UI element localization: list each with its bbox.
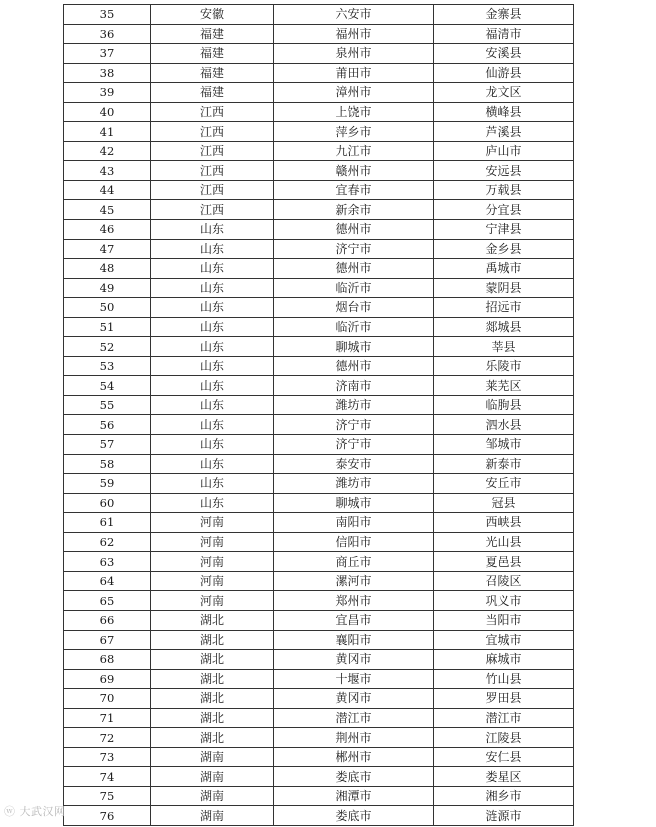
row-number-cell: 63 (64, 552, 151, 572)
table-row (64, 728, 574, 748)
province-cell: 湖南 (151, 786, 274, 806)
county-cell: 湘乡市 (434, 786, 574, 806)
table-row (64, 278, 574, 298)
row-number-cell: 75 (64, 786, 151, 806)
city-cell: 临沂市 (274, 317, 434, 337)
county-cell: 福清市 (434, 24, 574, 44)
row-number-cell: 43 (64, 161, 151, 181)
province-cell: 湖南 (151, 806, 274, 826)
table-row (64, 239, 574, 259)
county-cell: 罗田县 (434, 689, 574, 709)
row-number-cell: 71 (64, 708, 151, 728)
city-cell: 九江市 (274, 141, 434, 161)
province-cell: 山东 (151, 337, 274, 357)
city-cell: 莆田市 (274, 63, 434, 83)
county-cell: 召陵区 (434, 571, 574, 591)
county-cell: 蒙阴县 (434, 278, 574, 298)
row-number-cell: 42 (64, 141, 151, 161)
city-cell: 萍乡市 (274, 122, 434, 142)
table-row (64, 610, 574, 630)
city-cell: 六安市 (274, 5, 434, 25)
province-cell: 福建 (151, 24, 274, 44)
county-cell: 泗水县 (434, 415, 574, 435)
city-cell: 聊城市 (274, 493, 434, 513)
province-cell: 湖北 (151, 728, 274, 748)
county-cell: 麻城市 (434, 650, 574, 670)
table-row (64, 591, 574, 611)
city-cell: 湘潭市 (274, 786, 434, 806)
row-number-cell: 54 (64, 376, 151, 396)
province-cell: 山东 (151, 298, 274, 318)
row-number-cell: 45 (64, 200, 151, 220)
city-cell: 漳州市 (274, 83, 434, 103)
city-cell: 十堰市 (274, 669, 434, 689)
row-number-cell: 68 (64, 650, 151, 670)
county-cell: 冠县 (434, 493, 574, 513)
province-cell: 福建 (151, 44, 274, 64)
city-cell: 泰安市 (274, 454, 434, 474)
province-cell: 湖北 (151, 610, 274, 630)
row-number-cell: 35 (64, 5, 151, 25)
province-cell: 江西 (151, 161, 274, 181)
row-number-cell: 66 (64, 610, 151, 630)
row-number-cell: 37 (64, 44, 151, 64)
county-cell: 庐山市 (434, 141, 574, 161)
county-list-table (63, 4, 574, 826)
city-cell: 聊城市 (274, 337, 434, 357)
table-row (64, 474, 574, 494)
county-cell: 仙游县 (434, 63, 574, 83)
city-cell: 黄冈市 (274, 689, 434, 709)
county-cell: 娄星区 (434, 767, 574, 787)
county-cell: 乐陵市 (434, 356, 574, 376)
province-cell: 山东 (151, 395, 274, 415)
row-number-cell: 40 (64, 102, 151, 122)
watermark (4, 803, 66, 819)
row-number-cell: 48 (64, 259, 151, 279)
county-cell: 临朐县 (434, 395, 574, 415)
county-cell: 万载县 (434, 180, 574, 200)
row-number-cell: 38 (64, 63, 151, 83)
province-cell: 江西 (151, 200, 274, 220)
row-number-cell: 67 (64, 630, 151, 650)
row-number-cell: 44 (64, 180, 151, 200)
row-number-cell: 60 (64, 493, 151, 513)
city-cell: 宜春市 (274, 180, 434, 200)
province-cell: 福建 (151, 63, 274, 83)
table-row (64, 102, 574, 122)
row-number-cell: 52 (64, 337, 151, 357)
province-cell: 山东 (151, 259, 274, 279)
county-cell: 禹城市 (434, 259, 574, 279)
watermark-text: 大武汉网 (19, 805, 66, 818)
county-cell: 安仁县 (434, 747, 574, 767)
province-cell: 河南 (151, 591, 274, 611)
table-row (64, 220, 574, 240)
city-cell: 德州市 (274, 259, 434, 279)
city-cell: 赣州市 (274, 161, 434, 181)
table-row (64, 83, 574, 103)
row-number-cell: 59 (64, 474, 151, 494)
row-number-cell: 36 (64, 24, 151, 44)
city-cell: 德州市 (274, 220, 434, 240)
table-row (64, 571, 574, 591)
table-row (64, 317, 574, 337)
province-cell: 江西 (151, 180, 274, 200)
county-cell: 安溪县 (434, 44, 574, 64)
row-number-cell: 72 (64, 728, 151, 748)
province-cell: 福建 (151, 83, 274, 103)
row-number-cell: 50 (64, 298, 151, 318)
county-cell: 分宜县 (434, 200, 574, 220)
province-cell: 湖北 (151, 669, 274, 689)
province-cell: 江西 (151, 141, 274, 161)
city-cell: 潍坊市 (274, 474, 434, 494)
row-number-cell: 49 (64, 278, 151, 298)
province-cell: 湖北 (151, 689, 274, 709)
city-cell: 临沂市 (274, 278, 434, 298)
row-number-cell: 41 (64, 122, 151, 142)
row-number-cell: 56 (64, 415, 151, 435)
row-number-cell: 57 (64, 435, 151, 455)
table-row (64, 44, 574, 64)
row-number-cell: 70 (64, 689, 151, 709)
city-cell: 新余市 (274, 200, 434, 220)
city-cell: 济宁市 (274, 239, 434, 259)
province-cell: 山东 (151, 239, 274, 259)
city-cell: 娄底市 (274, 767, 434, 787)
city-cell: 娄底市 (274, 806, 434, 826)
county-cell: 竹山县 (434, 669, 574, 689)
province-cell: 河南 (151, 513, 274, 533)
county-cell: 莱芜区 (434, 376, 574, 396)
table-row (64, 376, 574, 396)
county-cell: 西峡县 (434, 513, 574, 533)
county-cell: 邹城市 (434, 435, 574, 455)
row-number-cell: 46 (64, 220, 151, 240)
table-row (64, 689, 574, 709)
province-cell: 山东 (151, 376, 274, 396)
province-cell: 湖北 (151, 630, 274, 650)
county-cell: 巩义市 (434, 591, 574, 611)
city-cell: 郑州市 (274, 591, 434, 611)
province-cell: 湖南 (151, 747, 274, 767)
county-cell: 芦溪县 (434, 122, 574, 142)
table-row (64, 356, 574, 376)
county-cell: 涟源市 (434, 806, 574, 826)
table-row (64, 141, 574, 161)
row-number-cell: 58 (64, 454, 151, 474)
province-cell: 山东 (151, 356, 274, 376)
county-cell: 招远市 (434, 298, 574, 318)
table-row (64, 24, 574, 44)
row-number-cell: 55 (64, 395, 151, 415)
table-row (64, 180, 574, 200)
table-row (64, 493, 574, 513)
row-number-cell: 62 (64, 532, 151, 552)
province-cell: 河南 (151, 571, 274, 591)
county-cell: 金寨县 (434, 5, 574, 25)
city-cell: 黄冈市 (274, 650, 434, 670)
row-number-cell: 51 (64, 317, 151, 337)
table-row (64, 786, 574, 806)
table-row (64, 395, 574, 415)
county-cell: 安丘市 (434, 474, 574, 494)
table-row (64, 200, 574, 220)
county-cell: 郯城县 (434, 317, 574, 337)
city-cell: 漯河市 (274, 571, 434, 591)
city-cell: 济南市 (274, 376, 434, 396)
table-row (64, 454, 574, 474)
city-cell: 潜江市 (274, 708, 434, 728)
table-row (64, 767, 574, 787)
county-cell: 横峰县 (434, 102, 574, 122)
province-cell: 河南 (151, 532, 274, 552)
province-cell: 山东 (151, 317, 274, 337)
county-cell: 新泰市 (434, 454, 574, 474)
province-cell: 山东 (151, 415, 274, 435)
province-cell: 河南 (151, 552, 274, 572)
city-cell: 上饶市 (274, 102, 434, 122)
province-cell: 湖南 (151, 767, 274, 787)
city-cell: 泉州市 (274, 44, 434, 64)
weibo-logo-icon: ⓦ (4, 805, 20, 818)
row-number-cell: 53 (64, 356, 151, 376)
county-cell: 龙文区 (434, 83, 574, 103)
city-cell: 襄阳市 (274, 630, 434, 650)
county-cell: 光山县 (434, 532, 574, 552)
row-number-cell: 64 (64, 571, 151, 591)
province-cell: 湖北 (151, 650, 274, 670)
table-row (64, 161, 574, 181)
province-cell: 山东 (151, 220, 274, 240)
table-row (64, 298, 574, 318)
table-row (64, 669, 574, 689)
province-cell: 山东 (151, 493, 274, 513)
row-number-cell: 76 (64, 806, 151, 826)
province-cell: 江西 (151, 122, 274, 142)
city-cell: 济宁市 (274, 415, 434, 435)
city-cell: 宜昌市 (274, 610, 434, 630)
city-cell: 商丘市 (274, 552, 434, 572)
row-number-cell: 39 (64, 83, 151, 103)
city-cell: 潍坊市 (274, 395, 434, 415)
table-row (64, 5, 574, 25)
city-cell: 郴州市 (274, 747, 434, 767)
province-cell: 江西 (151, 102, 274, 122)
city-cell: 济宁市 (274, 435, 434, 455)
city-cell: 荆州市 (274, 728, 434, 748)
county-cell: 安远县 (434, 161, 574, 181)
county-cell: 潜江市 (434, 708, 574, 728)
province-cell: 山东 (151, 278, 274, 298)
province-cell: 山东 (151, 454, 274, 474)
province-cell: 安徽 (151, 5, 274, 25)
table-body (64, 5, 574, 826)
table-row (64, 337, 574, 357)
county-cell: 当阳市 (434, 610, 574, 630)
city-cell: 福州市 (274, 24, 434, 44)
county-cell: 江陵县 (434, 728, 574, 748)
table-row (64, 747, 574, 767)
city-cell: 南阳市 (274, 513, 434, 533)
province-cell: 山东 (151, 435, 274, 455)
province-cell: 湖北 (151, 708, 274, 728)
row-number-cell: 47 (64, 239, 151, 259)
table-row (64, 630, 574, 650)
table-row (64, 708, 574, 728)
county-cell: 金乡县 (434, 239, 574, 259)
row-number-cell: 74 (64, 767, 151, 787)
city-cell: 德州市 (274, 356, 434, 376)
county-cell: 莘县 (434, 337, 574, 357)
row-number-cell: 61 (64, 513, 151, 533)
table-row (64, 63, 574, 83)
province-cell: 山东 (151, 474, 274, 494)
table-row (64, 435, 574, 455)
row-number-cell: 69 (64, 669, 151, 689)
city-cell: 烟台市 (274, 298, 434, 318)
table-row (64, 806, 574, 826)
row-number-cell: 65 (64, 591, 151, 611)
row-number-cell: 73 (64, 747, 151, 767)
city-cell: 信阳市 (274, 532, 434, 552)
table-row (64, 415, 574, 435)
table-row (64, 532, 574, 552)
county-cell: 宁津县 (434, 220, 574, 240)
table-row (64, 122, 574, 142)
table-row (64, 259, 574, 279)
county-cell: 夏邑县 (434, 552, 574, 572)
table-row (64, 552, 574, 572)
county-cell: 宜城市 (434, 630, 574, 650)
table-row (64, 650, 574, 670)
table-row (64, 513, 574, 533)
